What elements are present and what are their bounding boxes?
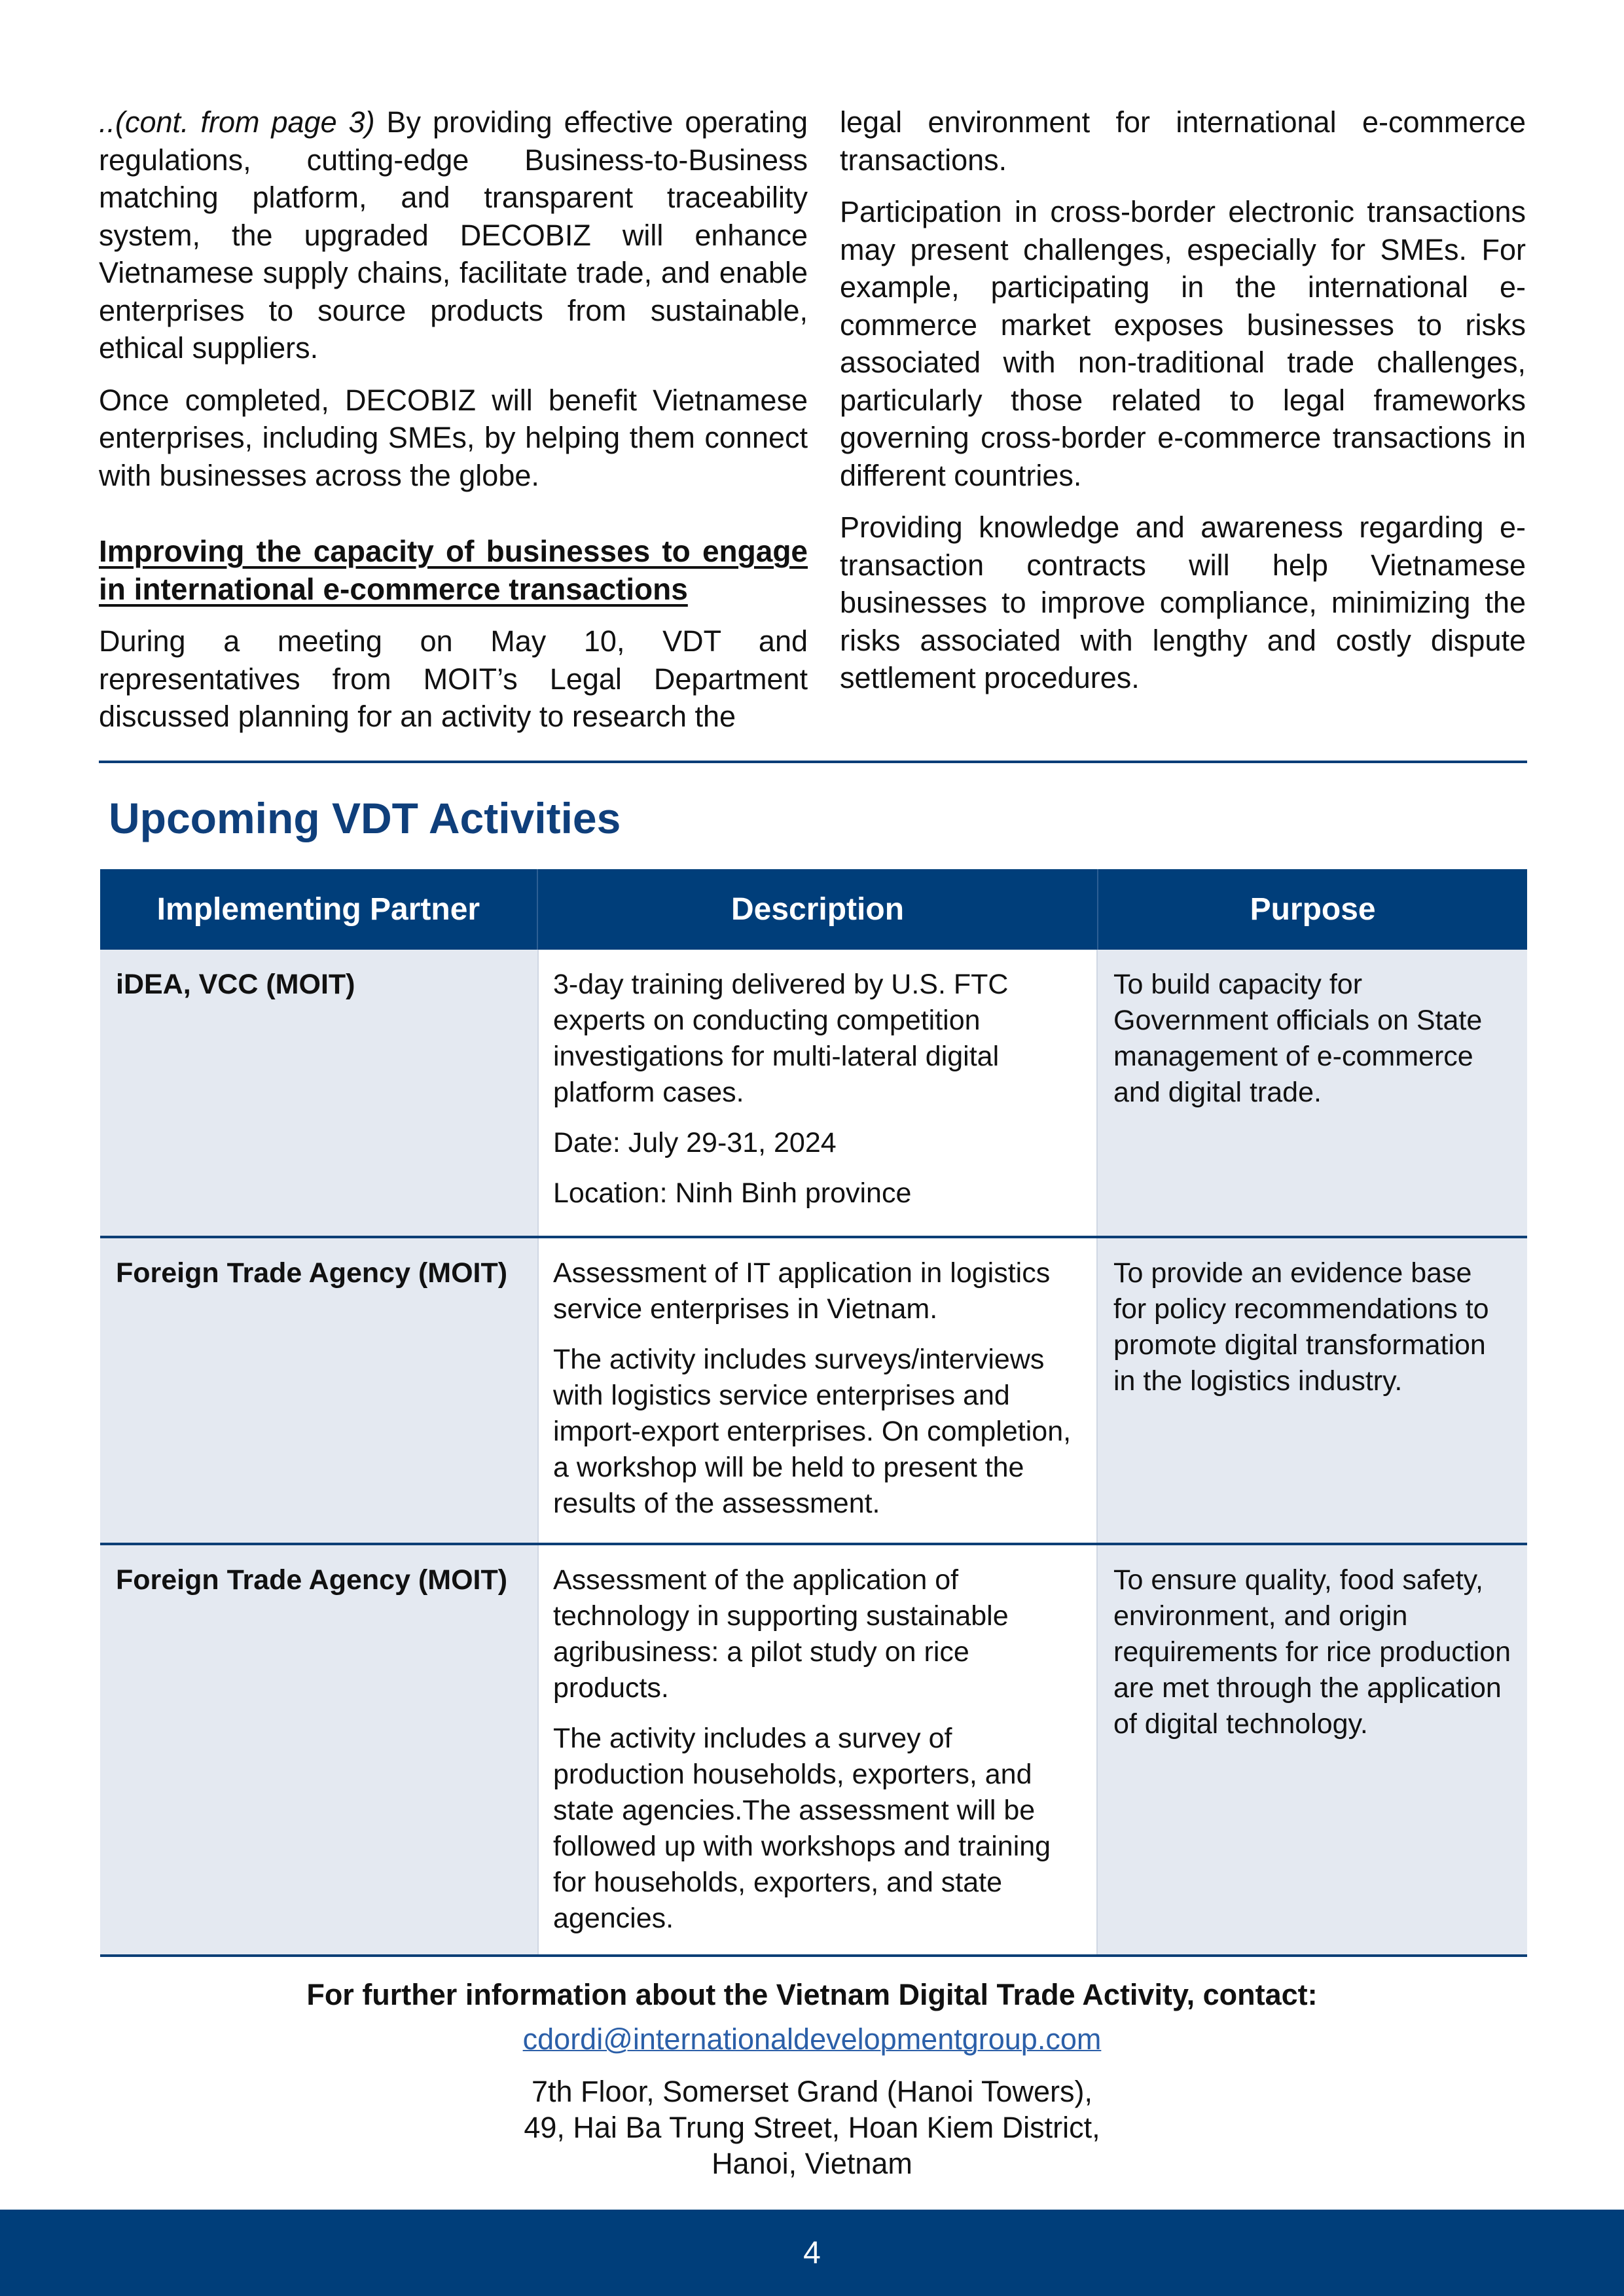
contact-heading: For further information about the Vietnam Digital Trade Activity, contact:: [306, 1978, 1318, 2011]
contact-block: [0, 1975, 1624, 2181]
description-text: Assessment of IT application in logistics service enterprises in Vietnam.: [553, 1257, 1051, 1325]
partner-cell: iDEA, VCC (MOIT): [100, 950, 537, 1236]
section-divider: [99, 761, 1527, 763]
description-location: Location: Ninh Binh province: [553, 1177, 912, 1209]
column-header-description: Description: [538, 869, 1098, 950]
article-left-column: [99, 103, 808, 750]
page-number: 4: [803, 2235, 821, 2270]
column-header-partner: Implementing Partner: [100, 869, 538, 950]
article-columns: [99, 103, 1526, 745]
description-text: The activity includes a survey of production households, exporters, and state agencies.The assessment will be followed up with workshops and training for households, exporters, and state agencies.: [553, 1723, 1051, 1934]
table-header-row: [100, 869, 1527, 950]
purpose-cell: To build capacity for Government officials on State management of e-commerce and digital trade.: [1098, 950, 1527, 1236]
address-line: 49, Hai Ba Trung Street, Hoan Kiem District,: [524, 2111, 1100, 2144]
article-paragraph: [99, 103, 808, 367]
article-right-column: [840, 103, 1526, 711]
purpose-cell: To ensure quality, food safety, environment, and origin requirements for rice production are met through the application of digital technology.: [1098, 1545, 1527, 1954]
contact-email-link[interactable]: cdordi@internationaldevelopmentgroup.com: [522, 2022, 1102, 2056]
partner-cell: Foreign Trade Agency (MOIT): [100, 1238, 537, 1543]
article-paragraph: legal environment for international e-commerce transactions.: [840, 105, 1526, 177]
address-line: Hanoi, Vietnam: [712, 2147, 912, 2180]
article-paragraph: Participation in cross-border electronic transactions may present challenges, especially for SMEs. For example, participating in the international e-commerce market exposes businesses to risks associated with non-traditional trade challenges, particularly those related to legal frameworks governing cross-border e-commerce transactions in different countries.: [840, 195, 1526, 492]
activities-table: [100, 869, 1527, 1957]
table-row: [100, 950, 1527, 1238]
page-footer: [0, 2210, 1624, 2296]
description-cell: [537, 1238, 1098, 1543]
partner-cell: Foreign Trade Agency (MOIT): [100, 1545, 537, 1954]
contact-address: [0, 2073, 1624, 2181]
table-row: [100, 1238, 1527, 1545]
address-line: 7th Floor, Somerset Grand (Hanoi Towers),: [531, 2075, 1093, 2108]
article-subheading: Improving the capacity of businesses to engage in international e-commerce transactions: [99, 534, 808, 606]
article-paragraph: Once completed, DECOBIZ will benefit Vietnamese enterprises, including SMEs, by helping them connect with businesses across the globe.: [99, 383, 808, 492]
description-cell: [537, 950, 1098, 1236]
description-cell: [537, 1545, 1098, 1954]
description-text: 3-day training delivered by U.S. FTC experts on conducting competition investigations for multi-lateral digital platform cases.: [553, 969, 1009, 1108]
description-date: Date: July 29-31, 2024: [553, 1127, 837, 1158]
purpose-cell: To provide an evidence base for policy recommendations to promote digital transformation in the logistics industry.: [1098, 1238, 1527, 1543]
description-text: Assessment of the application of technology in supporting sustainable agribusiness: a pilot study on rice products.: [553, 1564, 1009, 1704]
article-paragraph-text: By providing effective operating regulations, cutting-edge Business-to-Business matching platform, and transparent traceability system, the upgraded DECOBIZ will enhance Vietnamese supply chains, facilitate trade, and enable enterprises to source products from sustainable, ethical suppliers.: [99, 105, 808, 365]
column-header-purpose: Purpose: [1250, 892, 1376, 927]
section-title: Upcoming VDT Activities: [109, 794, 621, 842]
table-row: [100, 1545, 1527, 1957]
continuation-label: ..(cont. from page 3): [99, 105, 375, 139]
article-paragraph: During a meeting on May 10, VDT and representatives from MOIT’s Legal Department discussed planning for an activity to research the: [99, 624, 808, 733]
article-paragraph: Providing knowledge and awareness regarding e-transaction contracts will help Vietnamese businesses to improve compliance, minimizing the risks associated with lengthy and costly dispute settlement procedures.: [840, 511, 1526, 694]
description-text: The activity includes surveys/interviews with logistics service enterprises and import-export enterprises. On completion, a workshop will be held to present the results of the assessment.: [553, 1344, 1072, 1519]
